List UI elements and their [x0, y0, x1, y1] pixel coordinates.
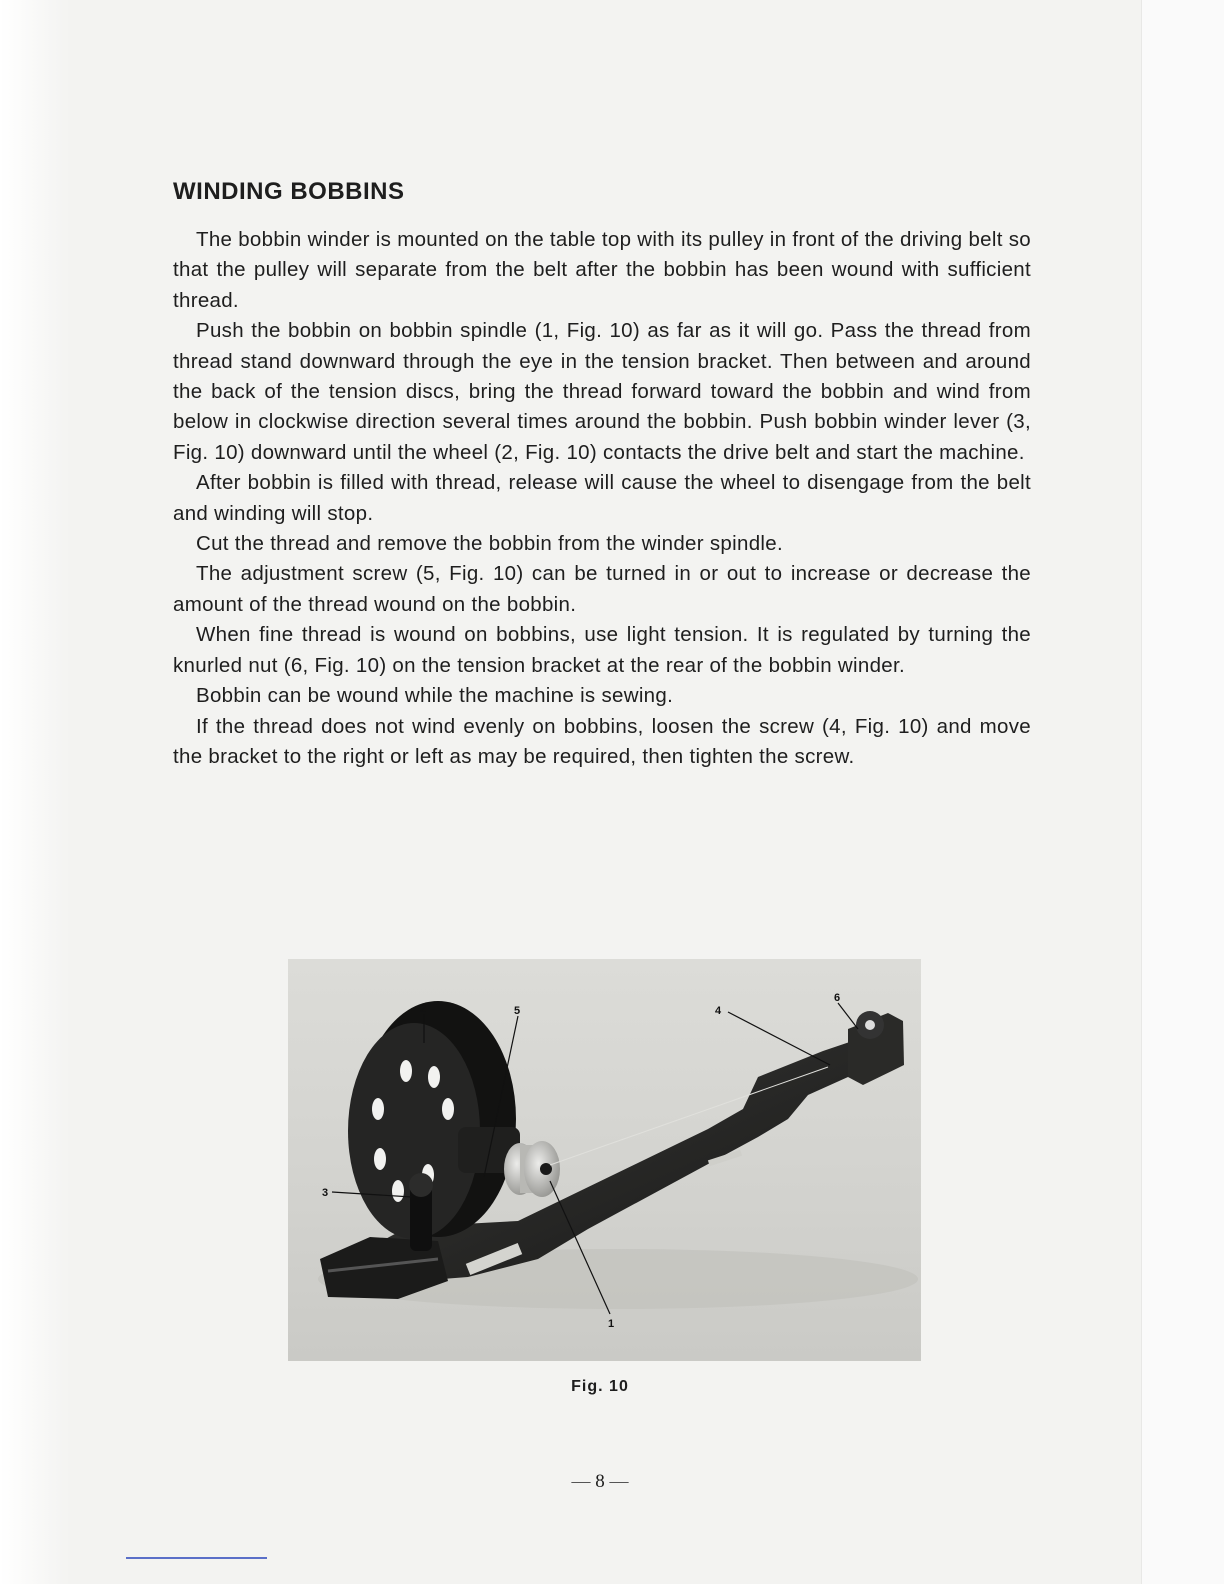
callout-6: 6	[834, 992, 841, 1004]
page-number-dash-left: —	[571, 1471, 591, 1492]
callout-4: 4	[715, 1005, 722, 1017]
bottom-rule	[126, 1557, 267, 1559]
paragraph-mounting: The bobbin winder is mounted on the table top with its pulley in front of the driving belt so that the pulley will separate from the belt after the bobbin has been wound with sufficient thread.	[173, 228, 1031, 312]
section-heading: WINDING BOBBINS	[173, 178, 405, 205]
page-edge-right	[1141, 0, 1224, 1584]
bobbin-winder-illustration	[288, 959, 921, 1361]
paragraph-uneven-winding: If the thread does not wind evenly on bobbins, loosen the screw (4, Fig. 10) and move the bracket to the right or left as may be required, then tighten the screw.	[173, 714, 1031, 768]
bobbin-winder-figure	[288, 959, 921, 1361]
callout-2: 2	[420, 1003, 427, 1015]
paragraph-fine-thread: When fine thread is wound on bobbins, use light tension. It is regulated by turning the knurled nut (6, Fig. 10) on the tension bracket at the rear of the bobbin winder.	[173, 623, 1031, 677]
page-number-line	[540, 1471, 660, 1493]
callout-3: 3	[322, 1187, 329, 1199]
paragraph-after-filled: After bobbin is filled with thread, release will cause the wheel to disengage from the belt and winding will stop.	[173, 471, 1031, 525]
body-text	[173, 225, 1031, 772]
page-number: 8	[595, 1471, 605, 1492]
page-number-dash-right: —	[609, 1471, 629, 1492]
paragraph-while-sewing: Bobbin can be wound while the machine is sewing.	[196, 684, 674, 708]
callout-1: 1	[608, 1318, 615, 1330]
paragraph-adjustment-screw: The adjustment screw (5, Fig. 10) can be turned in or out to increase or decrease the amount of the thread wound on the bobbin.	[173, 562, 1031, 616]
figure-caption: Fig. 10	[571, 1378, 629, 1395]
page-edge-left	[0, 0, 70, 1584]
paragraph-push-bobbin: Push the bobbin on bobbin spindle (1, Fig. 10) as far as it will go. Pass the thread from thread stand downward through the eye in the tension bracket. Then between and around the back of the tension discs, bring the thread forward toward the bobbin and wind from below in clockwise direction several times around the bobbin. Push bobbin winder lever (3, Fig. 10) downward until the wheel (2, Fig. 10) contacts the drive belt and start the machine.	[173, 319, 1031, 464]
callout-5: 5	[514, 1005, 521, 1017]
paragraph-cut-thread: Cut the thread and remove the bobbin from the winder spindle.	[196, 532, 783, 556]
